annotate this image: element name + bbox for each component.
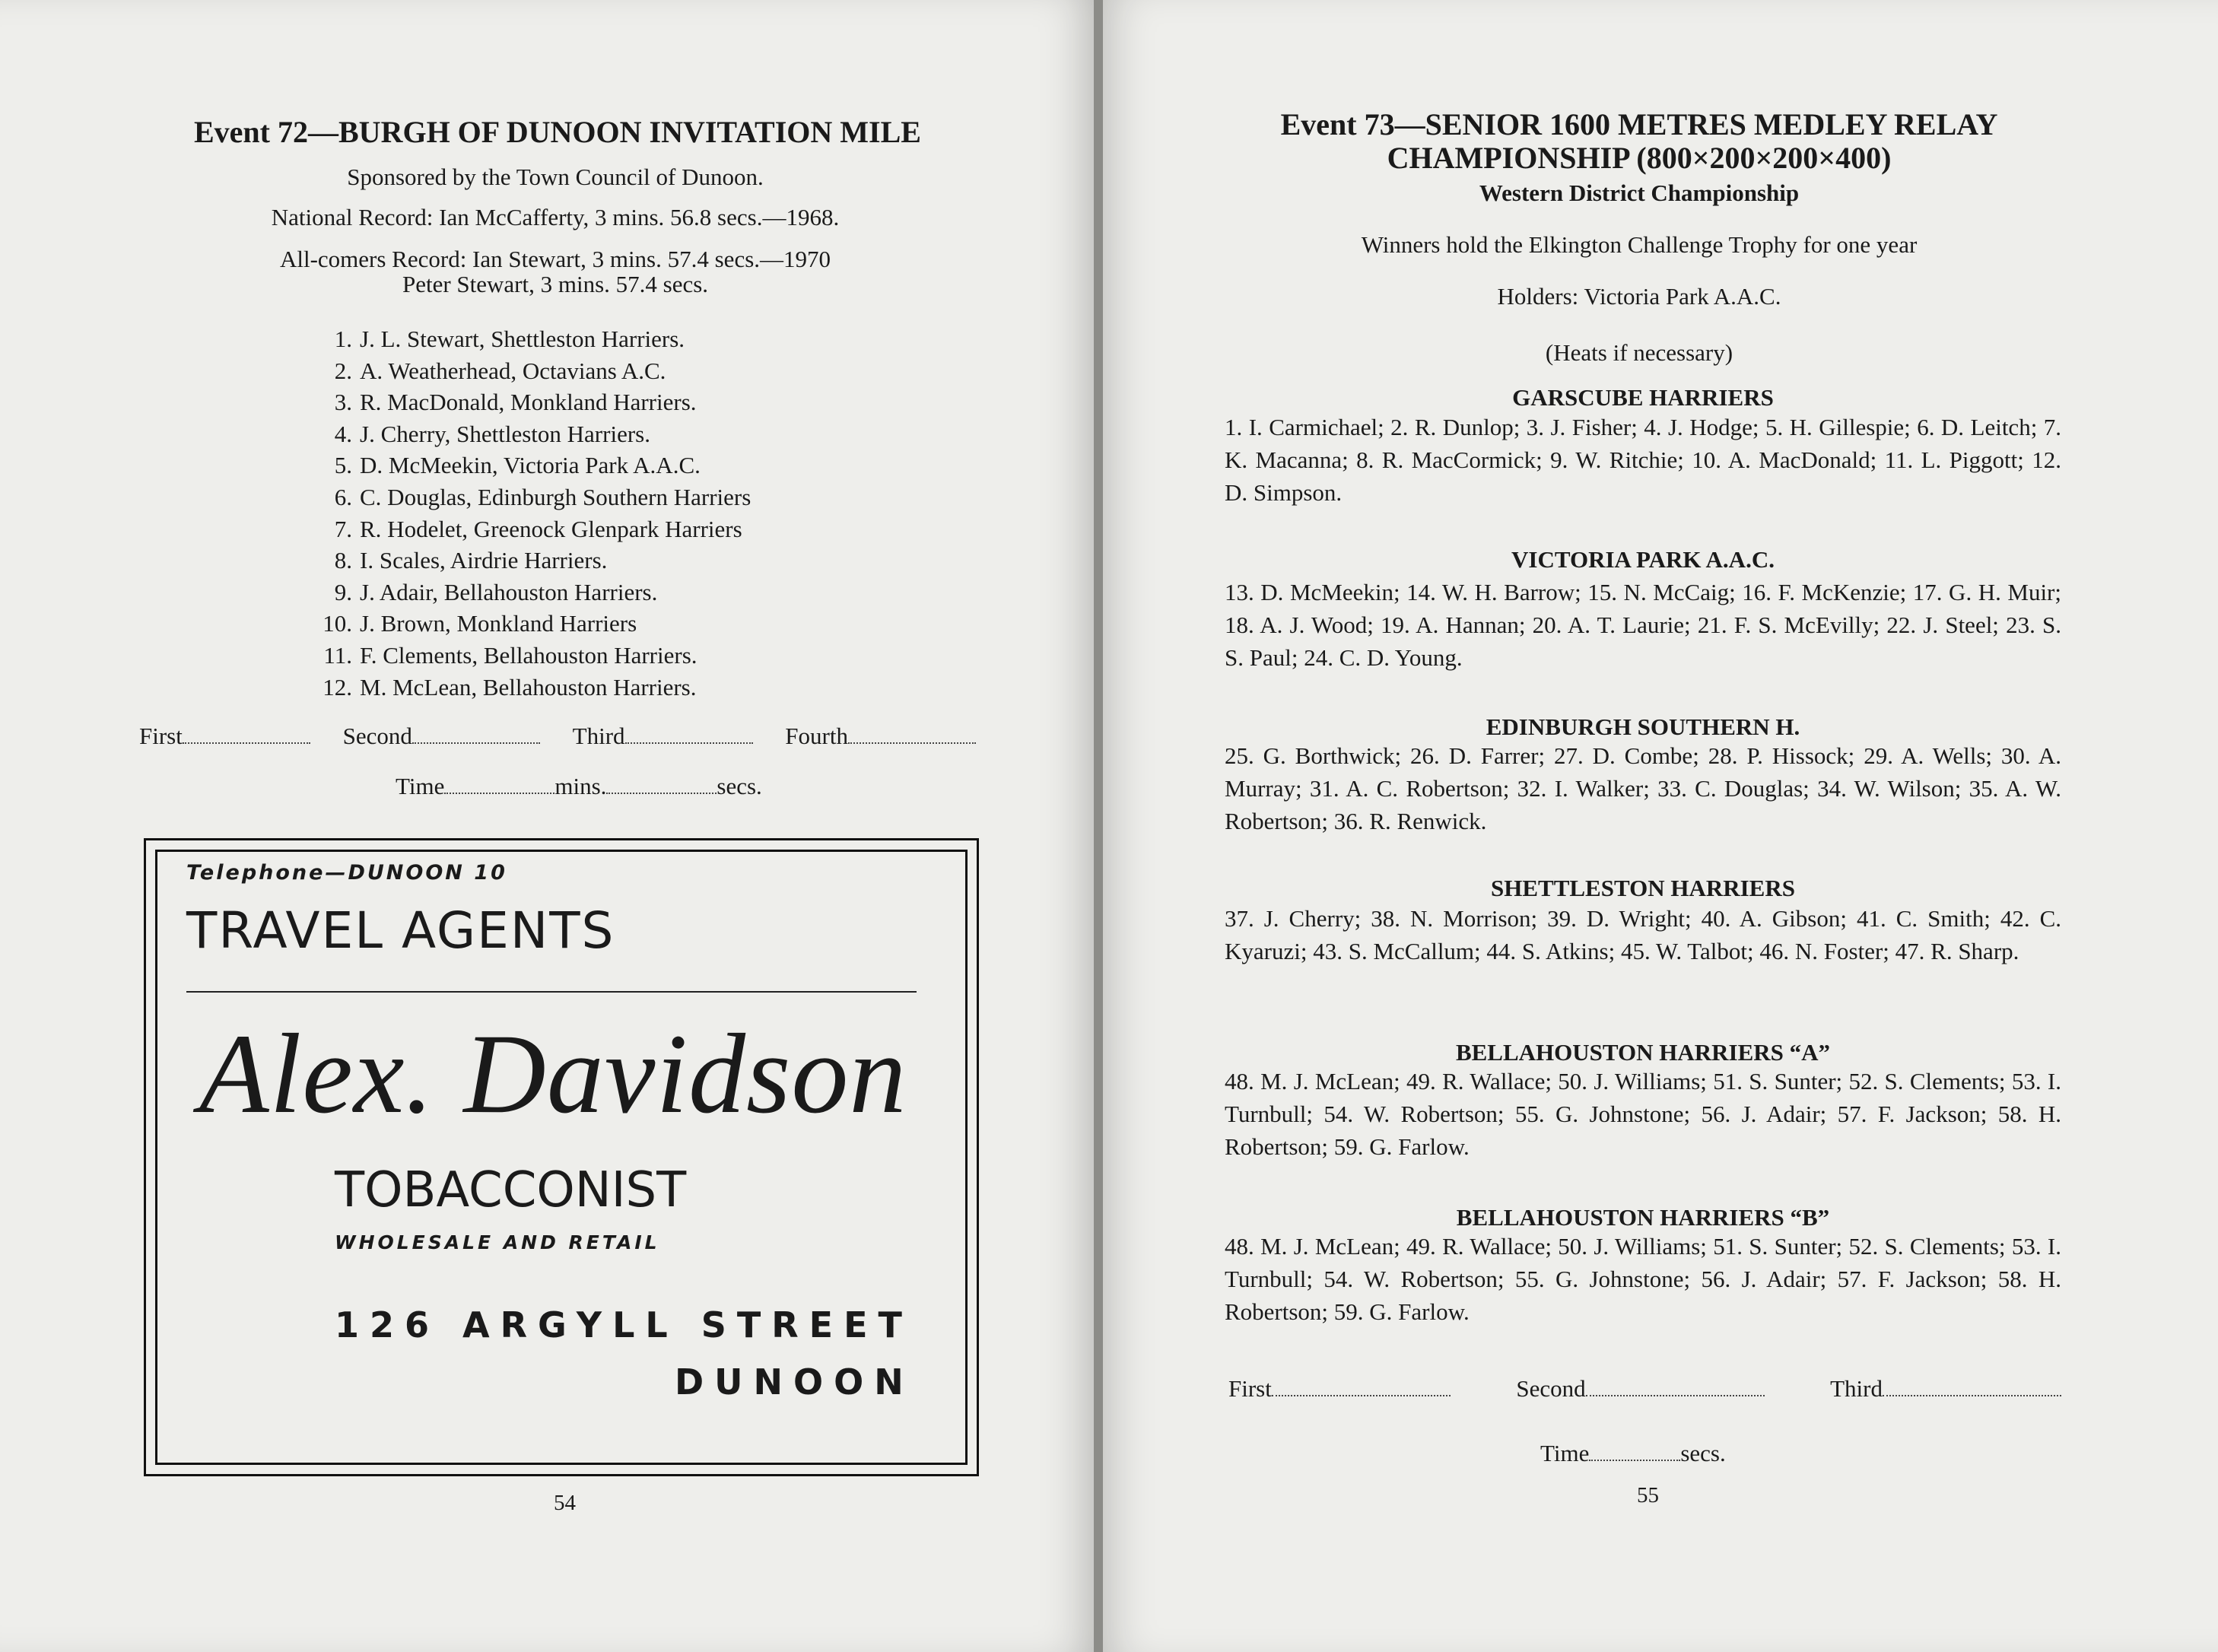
entrant-name: F. Clements, Bellahouston Harriers. — [360, 641, 697, 669]
entrant-name: J. Brown, Monkland Harriers — [360, 610, 637, 637]
team-heading-bellahouston-b: BELLAHOUSTON HARRIERS “B” — [1456, 1204, 1830, 1231]
team-members-bellahouston-b: 48. M. J. McLean; 49. R. Wallace; 50. J. Williams; 51. S. Sunter; 52. S. Clements; 53. I. Turnbull; 54. W. Robertson; 55. G. Johnstone; 56. J. Adair; 57. F. Jackson; 58. H. Robertson; 59. G. Farlow. — [1225, 1233, 2061, 1325]
third-label: Third — [1830, 1375, 1883, 1402]
entrant-name: R. MacDonald, Monkland Harriers. — [360, 389, 697, 416]
list-item — [308, 418, 751, 450]
advert-tobacconist: TOBACCONIST — [335, 1162, 687, 1218]
entrant-name: I. Scales, Airdrie Harriers. — [360, 547, 608, 574]
fourth-label: Fourth — [785, 723, 848, 749]
team-heading-shettleston: SHETTLESTON HARRIERS — [1491, 875, 1795, 901]
entrant-name: C. Douglas, Edinburgh Southern Harriers — [360, 483, 752, 510]
time-secs-blank[interactable] — [606, 773, 717, 794]
list-item — [308, 545, 751, 577]
entrant-number: 1. — [334, 326, 352, 352]
first-label: First — [139, 723, 183, 749]
first-blank[interactable] — [183, 723, 310, 744]
entrant-name: J. Cherry, Shettleston Harriers. — [360, 420, 650, 447]
entrant-name: R. Hodelet, Greenock Glenpark Harriers — [360, 515, 742, 542]
entrant-number: 9. — [334, 578, 352, 605]
allcomers-record-2: Peter Stewart, 3 mins. 57.4 secs. — [402, 271, 709, 297]
sponsor-line: Sponsored by the Town Council of Dunoon. — [347, 164, 764, 190]
entrant-number: 7. — [334, 515, 352, 542]
list-item — [308, 513, 751, 545]
first-place-field[interactable] — [1228, 1375, 1451, 1403]
advert-town: DUNOON — [675, 1361, 914, 1403]
placings-row-relay — [1228, 1375, 2061, 1403]
championship-subtitle: Western District Championship — [1479, 179, 1800, 206]
entrant-list — [308, 323, 751, 703]
entrant-number: 12. — [323, 673, 352, 701]
holders-line: Holders: Victoria Park A.A.C. — [1497, 283, 1781, 310]
entrant-number: 3. — [334, 389, 352, 416]
entrant-name: J. Adair, Bellahouston Harriers. — [360, 578, 658, 605]
team-heading-victoria-park: VICTORIA PARK A.A.C. — [1511, 546, 1775, 573]
second-label: Second — [1516, 1375, 1586, 1402]
advert-street: 126 ARGYLL STREET — [335, 1304, 913, 1345]
third-place-field[interactable] — [1830, 1375, 2061, 1403]
time-secs-blank[interactable] — [1589, 1440, 1680, 1461]
secs-label: secs. — [717, 773, 762, 799]
book-spine — [1094, 0, 1103, 1652]
fourth-blank[interactable] — [848, 723, 976, 744]
list-item — [308, 481, 751, 513]
list-item — [308, 608, 751, 640]
mins-label: mins. — [554, 773, 607, 799]
team-members-shettleston: 37. J. Cherry; 38. N. Morrison; 39. D. Wright; 40. A. Gibson; 41. C. Smith; 42. C. Kyaruzi; 43. S. McCallum; 44. S. Atkins; 45. W. Talbot; 46. N. Foster; 47. R. Sharp. — [1225, 905, 2061, 964]
placings-row — [139, 723, 976, 750]
second-blank[interactable] — [1586, 1375, 1765, 1396]
third-blank[interactable] — [1883, 1375, 2061, 1396]
page-number-left: 54 — [554, 1491, 576, 1515]
entrant-number: 11. — [323, 641, 352, 669]
event-72-title: Event 72—BURGH OF DUNOON INVITATION MILE — [194, 115, 921, 149]
list-item — [308, 577, 751, 608]
time-label: Time — [396, 773, 445, 799]
entrant-number: 6. — [334, 483, 352, 510]
heats-line: (Heats if necessary) — [1545, 339, 1733, 366]
advert-telephone: Telephone—DUNOON 10 — [186, 861, 507, 885]
secs-label: secs. — [1680, 1440, 1726, 1466]
page-number-right: 55 — [1637, 1483, 1659, 1507]
advert-wholesale: WHOLESALE AND RETAIL — [335, 1231, 660, 1253]
first-label: First — [1228, 1375, 1272, 1402]
entrant-number: 2. — [334, 357, 352, 384]
entrant-name: M. McLean, Bellahouston Harriers. — [360, 673, 697, 701]
entrant-number: 10. — [323, 610, 352, 637]
list-item — [308, 355, 751, 387]
advert-travel-agents: TRAVEL AGENTS — [186, 901, 615, 960]
second-blank[interactable] — [412, 723, 540, 744]
event-73-title-2: CHAMPIONSHIP (800×200×200×400) — [1387, 141, 1892, 175]
time-label: Time — [1540, 1440, 1590, 1466]
third-blank[interactable] — [625, 723, 753, 744]
fourth-place-field[interactable] — [785, 723, 976, 750]
team-members-garscube: 1. I. Carmichael; 2. R. Dunlop; 3. J. Fisher; 4. J. Hodge; 5. H. Gillespie; 6. D. Leitch; 7. K. Macanna; 8. R. MacCormick; 9. W. Ritchie; 10. A. MacDonald; 11. L. Piggott; 12. D. Simpson. — [1225, 414, 2061, 506]
first-place-field[interactable] — [139, 723, 310, 750]
team-members-edinburgh-southern: 25. G. Borthwick; 26. D. Farrer; 27. D. Combe; 28. P. Hissock; 29. A. Wells; 30. A. Murray; 31. A. C. Robertson; 32. I. Walker; 33. C. Douglas; 34. W. Wilson; 35. A. W. Robertson; 36. R. Renwick. — [1225, 742, 2061, 834]
third-label: Third — [572, 723, 625, 749]
time-field-relay[interactable] — [1540, 1440, 1726, 1467]
advert-business-name: Alex. Davidson — [199, 1011, 907, 1137]
second-label: Second — [342, 723, 412, 749]
list-item — [308, 450, 751, 481]
entrant-name: A. Weatherhead, Octavians A.C. — [360, 357, 666, 384]
list-item — [308, 323, 751, 355]
second-place-field[interactable] — [1516, 1375, 1764, 1403]
advert-divider — [186, 991, 917, 993]
team-heading-garscube: GARSCUBE HARRIERS — [1512, 384, 1774, 411]
time-mins-blank[interactable] — [444, 773, 554, 794]
entrant-number: 4. — [334, 420, 352, 447]
team-members-bellahouston-a: 48. M. J. McLean; 49. R. Wallace; 50. J. Williams; 51. S. Sunter; 52. S. Clements; 53. I. Turnbull; 54. W. Robertson; 55. G. Johnstone; 56. J. Adair; 57. F. Jackson; 58. H. Robertson; 59. G. Farlow. — [1225, 1068, 2061, 1160]
list-item — [308, 640, 751, 672]
entrant-number: 5. — [334, 452, 352, 479]
entrant-name: J. L. Stewart, Shettleston Harriers. — [360, 326, 685, 352]
third-place-field[interactable] — [573, 723, 753, 750]
national-record: National Record: Ian McCafferty, 3 mins. 56.8 secs.—1968. — [271, 204, 840, 230]
list-item — [308, 672, 751, 704]
entrant-number: 8. — [334, 547, 352, 574]
first-blank[interactable] — [1272, 1375, 1451, 1396]
entrant-name: D. McMeekin, Victoria Park A.A.C. — [360, 452, 701, 479]
second-place-field[interactable] — [343, 723, 540, 750]
time-field[interactable] — [396, 773, 762, 800]
team-heading-bellahouston-a: BELLAHOUSTON HARRIERS “A” — [1455, 1039, 1831, 1066]
event-73-title: Event 73—SENIOR 1600 METRES MEDLEY RELAY — [1280, 107, 1998, 141]
team-members-victoria-park: 13. D. McMeekin; 14. W. H. Barrow; 15. N. McCaig; 16. F. McKenzie; 17. G. H. Muir; 18. A. J. Wood; 19. A. Hannan; 20. A. T. Laurie; 21. F. S. McEvilly; 22. J. Steel; 23. S. S. Paul; 24. C. D. Young. — [1225, 579, 2061, 671]
allcomers-record: All-comers Record: Ian Stewart, 3 mins. 57.4 secs.—1970 — [279, 246, 831, 272]
trophy-line: Winners hold the Elkington Challenge Trophy for one year — [1361, 231, 1918, 258]
list-item — [308, 386, 751, 418]
team-heading-edinburgh-southern: EDINBURGH SOUTHERN H. — [1486, 713, 1800, 740]
